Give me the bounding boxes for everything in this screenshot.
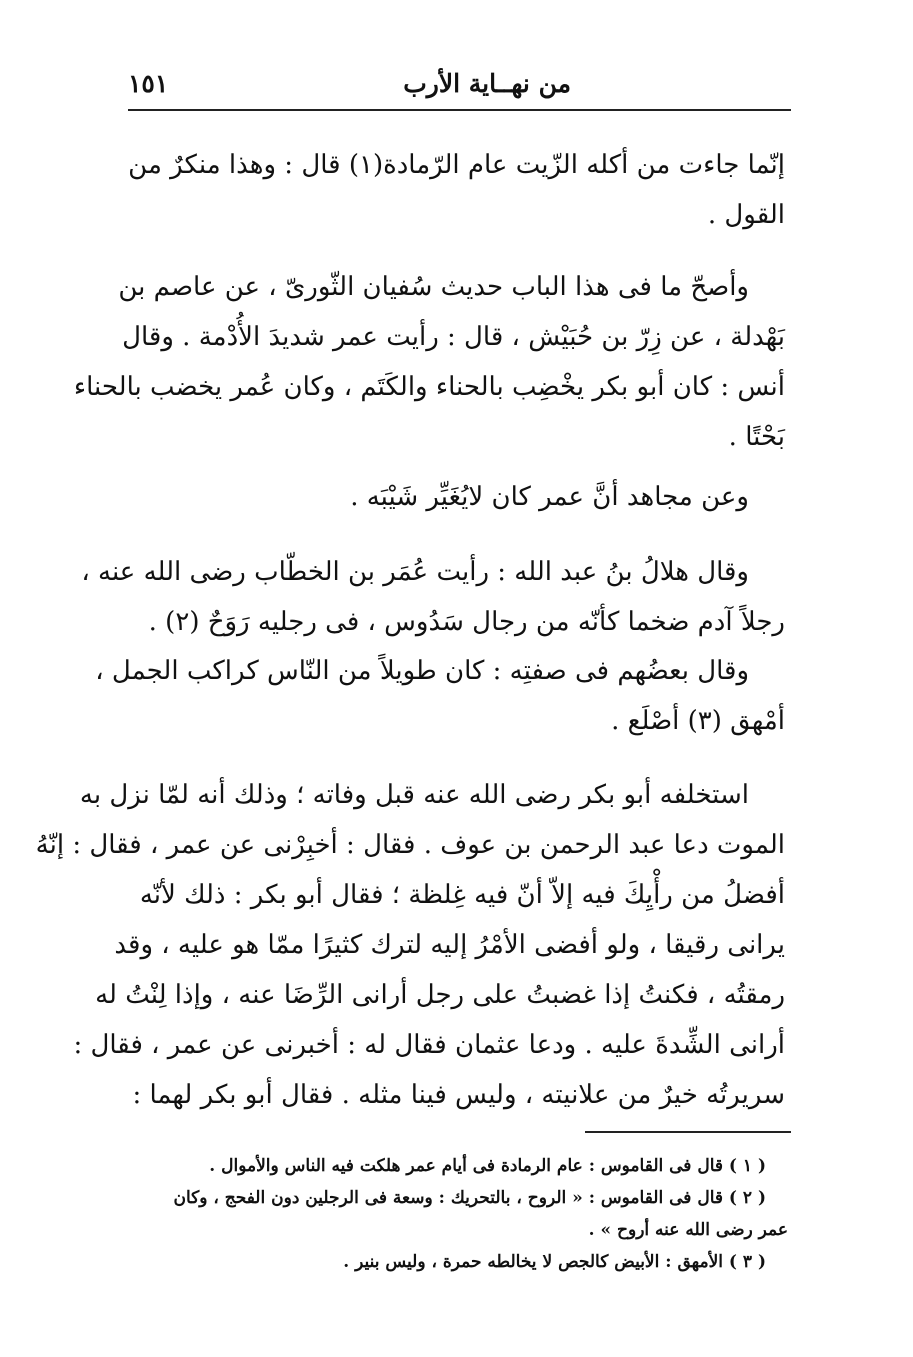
text-line: رجلاً آدم ضخما كأنّه من رجال سَدُوس ، فى رجليه رَوَحٌ (٢) .	[148, 607, 785, 637]
text-line: أرانى الشِّدةَ عليه . ودعا عثمان فقال له : أخبرنى عن عمر ، فقال :	[73, 1030, 785, 1060]
text-line: بَحْتًا .	[728, 422, 785, 452]
paragraph-2	[73, 262, 785, 462]
running-title: من نهــاية الأرب	[403, 69, 571, 98]
paragraph-3	[130, 472, 785, 522]
footnote-rule	[585, 1131, 791, 1133]
text-line: وقال هلالُ بنُ عبد الله : رأيت عُمَر بن الخطّاب رضى الله عنه ،	[81, 557, 749, 587]
text-line: رمقتُه ، فكنتُ إذا غضبتُ على رجل أرانى الرِّضَا عنه ، وإذا لِنْتُ له	[95, 980, 785, 1010]
footnote-3: ( ٣ ) الأمهق : الأبيض كالجص لا يخالطه حمرة ، وليس بنير .	[343, 1252, 766, 1272]
text-line: إنّما جاءت من أكله الزّيت عام الرّمادة(١) قال : وهذا منكرٌ من	[128, 150, 785, 180]
paragraph-6	[35, 770, 785, 1120]
text-line: بَهْدلة ، عن زِرّ بن حُبَيْش ، قال : رأيت عمر شديدَ الأُدْمة . وقال	[122, 322, 785, 352]
text-line: يرانى رقيقا ، ولو أفضى الأمْرُ إليه لترك كثيرًا ممّا هو عليه ، وقد	[114, 930, 785, 960]
running-header	[128, 62, 786, 106]
text-line: وأصحّ ما فى هذا الباب حديث سُفيان الثّورىّ ، عن عاصم بن	[118, 272, 749, 302]
text-line: أفضلُ من رأْيِكَ فيه إلاّ أنّ فيه غِلظة ؛ فقال أبو بكر : ذلك لأنّه	[139, 880, 785, 910]
paragraph-5	[95, 646, 785, 746]
text-line: أنس : كان أبو بكر يخْضِب بالحناء والكَتَم ، وكان عُمر يخضب بالحناء	[73, 372, 785, 402]
footnote-2: ( ٢ ) قال فى القاموس : « الروح ، بالتحريك : وسعة فى الرجلين دون الفحج ، وكان	[173, 1188, 766, 1208]
text-line: سريرتُه خيرٌ من علانيته ، وليس فينا مثله . فقال أبو بكر لهما :	[132, 1080, 785, 1110]
footnote-2-continued: عمر رضى الله عنه أروح » .	[588, 1220, 788, 1240]
page-number: ١٥١	[128, 69, 169, 98]
text-line: استخلفه أبو بكر رضى الله عنه قبل وفاته ؛ وذلك أنه لمّا نزل به	[79, 780, 749, 810]
header-rule	[128, 109, 791, 111]
paragraph-1	[130, 140, 785, 240]
footnote-1: ( ١ ) قال فى القاموس : عام الرمادة فى أيام عمر هلكت فيه الناس والأموال .	[209, 1156, 766, 1176]
text-line: أمْهق (٣) أصْلَع .	[611, 706, 785, 736]
text-line: وقال بعضُهم فى صفتِه : كان طويلاً من النّاس كراكب الجمل ،	[95, 656, 749, 686]
text-line: القول .	[707, 200, 785, 230]
text-line: الموت دعا عبد الرحمن بن عوف . فقال : أخبِرْنى عن عمر ، فقال : إنّهُ	[35, 830, 785, 860]
footnotes	[128, 1150, 788, 1278]
paragraph-4	[81, 547, 785, 647]
text-line: وعن مجاهد أنَّ عمر كان لايُغَيِّر شَيْبَه .	[350, 482, 749, 512]
